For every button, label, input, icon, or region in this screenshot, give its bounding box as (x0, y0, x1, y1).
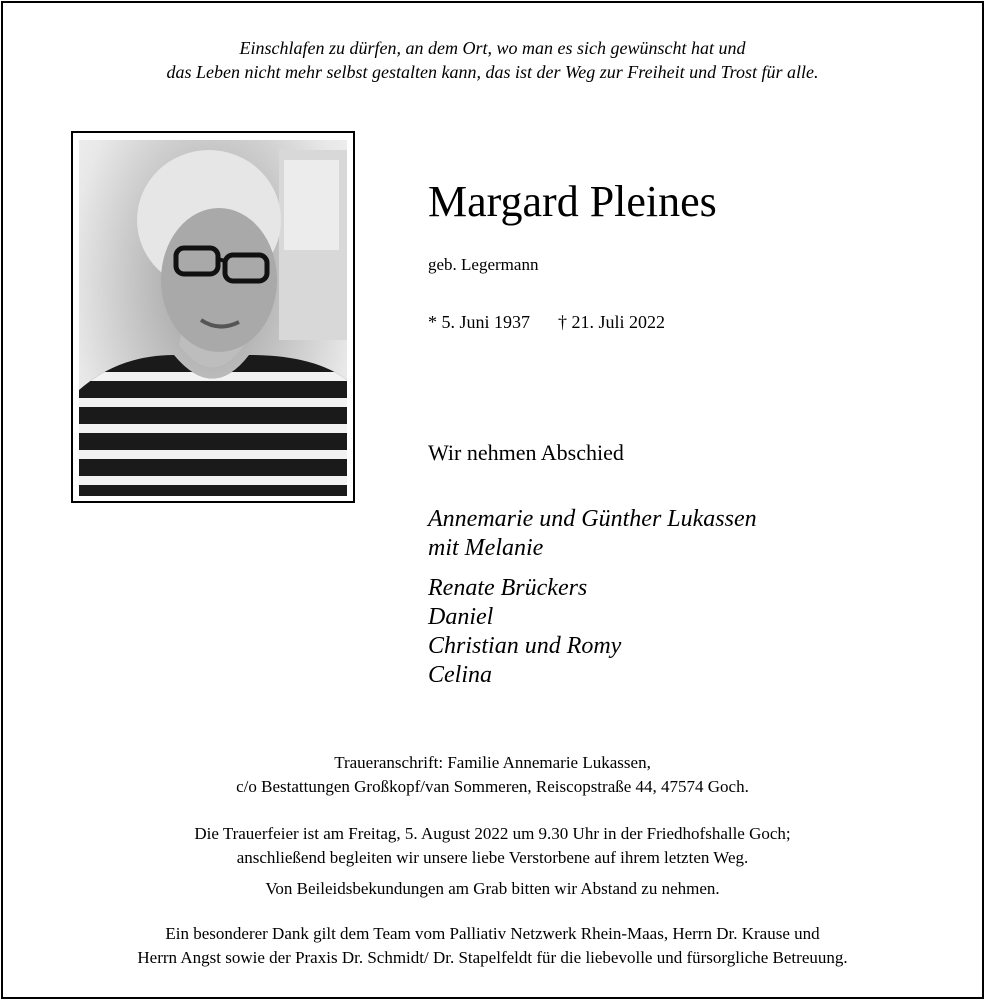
portrait-frame (71, 131, 355, 503)
portrait-photo (79, 140, 347, 496)
motto-line: das Leben nicht mehr selbst gestalten kann, das ist der Weg zur Freiheit und Trost für alle. (166, 62, 819, 82)
mourner-name: Celina (428, 662, 492, 688)
mourner-name: Daniel (428, 604, 494, 630)
address-line: Traueranschrift: Familie Annemarie Lukassen, (334, 753, 651, 772)
thanks-line: Herrn Angst sowie der Praxis Dr. Schmidt/ Dr. Stapelfeldt für die liebevolle und fürsorgliche Betreuung. (137, 948, 848, 967)
thanks-note (0, 922, 985, 970)
condolence-note: Von Beileidsbekundungen am Grab bitten wir Abstand zu nehmen. (265, 879, 720, 898)
funeral-ceremony-info (0, 822, 985, 870)
mourner-name: Renate Brückers (428, 575, 588, 601)
mourners-group-2 (428, 574, 621, 690)
motto-quote (0, 36, 985, 84)
portrait-illustration (79, 140, 347, 496)
mourner-name: mit Melanie (428, 535, 544, 561)
mourner-name: Annemarie und Günther Lukassen (428, 506, 757, 532)
birth-name: geb. Legermann (428, 255, 539, 274)
mourners-group-1 (428, 505, 757, 563)
thanks-line: Ein besonderer Dank gilt dem Team vom Palliativ Netzwerk Rhein-Maas, Herrn Dr. Krause und (165, 924, 820, 943)
mourner-name: Christian und Romy (428, 633, 622, 659)
farewell-heading: Wir nehmen Abschied (428, 440, 624, 465)
life-dates (428, 312, 665, 333)
ceremony-line: anschließend begleiten wir unsere liebe Verstorbene auf ihrem letzten Weg. (236, 848, 749, 867)
deceased-name: Margard Pleines (428, 177, 717, 226)
death-date: † 21. Juli 2022 (558, 312, 666, 332)
birth-date: * 5. Juni 1937 (428, 312, 531, 332)
address-line: c/o Bestattungen Großkopf/van Sommeren, Reiscopstraße 44, 47574 Goch. (236, 777, 749, 796)
ceremony-line: Die Trauerfeier ist am Freitag, 5. August 2022 um 9.30 Uhr in der Friedhofshalle Goch; (194, 824, 791, 843)
mourning-address (0, 751, 985, 799)
motto-line: Einschlafen zu dürfen, an dem Ort, wo man es sich gewünscht hat und (239, 38, 746, 58)
